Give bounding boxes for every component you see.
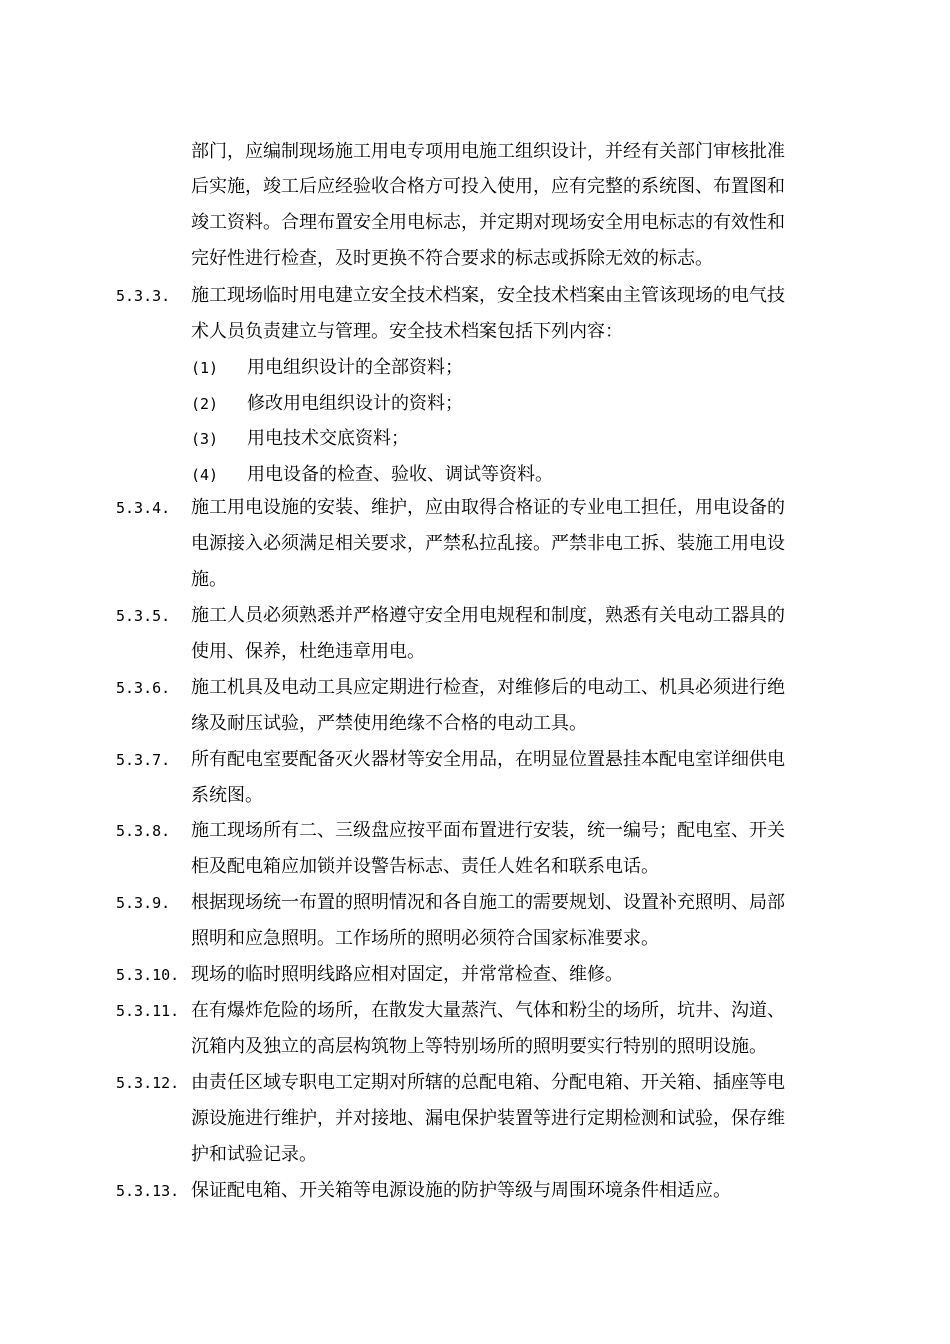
section-number: 5.3.3. <box>116 287 171 305</box>
list-item-text: 修改用电组织设计的资料； <box>247 393 463 414</box>
paragraph-line: 柜及配电箱应加锁并设警告标志、责任人姓名和联系电话。 <box>191 856 659 877</box>
paragraph-line: 由责任区域专职电工定期对所辖的总配电箱、分配电箱、开关箱、插座等电 <box>191 1072 785 1093</box>
paragraph-line: 施工人员必须熟悉并严格遵守安全用电规程和制度，熟悉有关电动工器具的 <box>191 605 785 626</box>
section-number: 5.3.9. <box>116 894 171 912</box>
paragraph-line: 保证配电箱、开关箱等电源设施的防护等级与周围环境条件相适应。 <box>191 1180 731 1201</box>
paragraph-line: 施工现场所有二、三级盘应按平面布置进行安装，统一编号；配电室、开关 <box>191 820 785 841</box>
paragraph-line: 施工机具及电动工具应定期进行检查，对维修后的电动工、机具必须进行绝 <box>191 677 785 698</box>
section-number: 5.3.5. <box>116 607 171 625</box>
list-item-number: (1) <box>191 359 219 377</box>
paragraph-line: 根据现场统一布置的照明情况和各自施工的需要规划、设置补充照明、局部 <box>191 892 785 913</box>
paragraph-line: 部门，应编制现场施工用电专项用电施工组织设计，并经有关部门审核批准 <box>191 141 785 162</box>
paragraph-line: 施工用电设施的安装、维护，应由取得合格证的专业电工担任，用电设备的 <box>191 497 785 518</box>
paragraph-line: 施工现场临时用电建立安全技术档案，安全技术档案由主管该现场的电气技 <box>191 285 785 306</box>
paragraph-line: 竣工资料。合理布置安全用电标志，并定期对现场安全用电标志的有效性和 <box>191 212 785 233</box>
list-item-number: (3) <box>191 430 219 448</box>
section-number: 5.3.7. <box>116 751 171 769</box>
paragraph-line: 使用、保养，杜绝违章用电。 <box>191 641 425 662</box>
section-number: 5.3.10. <box>116 966 180 984</box>
section-number: 5.3.6. <box>116 679 171 697</box>
paragraph-line: 源设施进行维护，并对接地、漏电保护装置等进行定期检测和试验，保存维 <box>191 1108 785 1129</box>
list-item-number: (2) <box>191 395 219 413</box>
paragraph-line: 照明和应急照明。工作场所的照明必须符合国家标准要求。 <box>191 928 659 949</box>
list-item-number: (4) <box>191 466 219 484</box>
paragraph-line: 完好性进行检查，及时更换不符合要求的标志或拆除无效的标志。 <box>191 248 713 269</box>
list-item-text: 用电组织设计的全部资料； <box>247 357 463 378</box>
paragraph-line: 电源接入必须满足相关要求，严禁私拉乱接。严禁非电工拆、装施工用电设 <box>191 533 785 554</box>
paragraph-line: 护和试验记录。 <box>191 1144 317 1165</box>
paragraph-line: 现场的临时照明线路应相对固定，并常常检查、维修。 <box>191 964 623 985</box>
paragraph-line: 术人员负责建立与管理。安全技术档案包括下列内容： <box>191 321 623 342</box>
section-number: 5.3.11. <box>116 1002 180 1020</box>
section-number: 5.3.4. <box>116 499 171 517</box>
section-number: 5.3.8. <box>116 822 171 840</box>
paragraph-line: 施。 <box>191 569 227 590</box>
list-item-text: 用电技术交底资料； <box>247 428 409 449</box>
section-number: 5.3.13. <box>116 1182 180 1200</box>
paragraph-line: 在有爆炸危险的场所，在散发大量蒸汽、气体和粉尘的场所，坑井、沟道、 <box>191 1000 785 1021</box>
paragraph-line: 沉箱内及独立的高层构筑物上等特别场所的照明要实行特别的照明设施。 <box>191 1036 767 1057</box>
paragraph-line: 系统图。 <box>191 785 263 806</box>
section-number: 5.3.12. <box>116 1074 180 1092</box>
list-item-text: 用电设备的检查、验收、调试等资料。 <box>247 464 553 485</box>
paragraph-line: 所有配电室要配备灭火器材等安全用品，在明显位置悬挂本配电室详细供电 <box>191 749 785 770</box>
paragraph-line: 后实施，竣工后应经验收合格方可投入使用，应有完整的系统图、布置图和 <box>191 176 785 197</box>
paragraph-line: 缘及耐压试验，严禁使用绝缘不合格的电动工具。 <box>191 713 587 734</box>
